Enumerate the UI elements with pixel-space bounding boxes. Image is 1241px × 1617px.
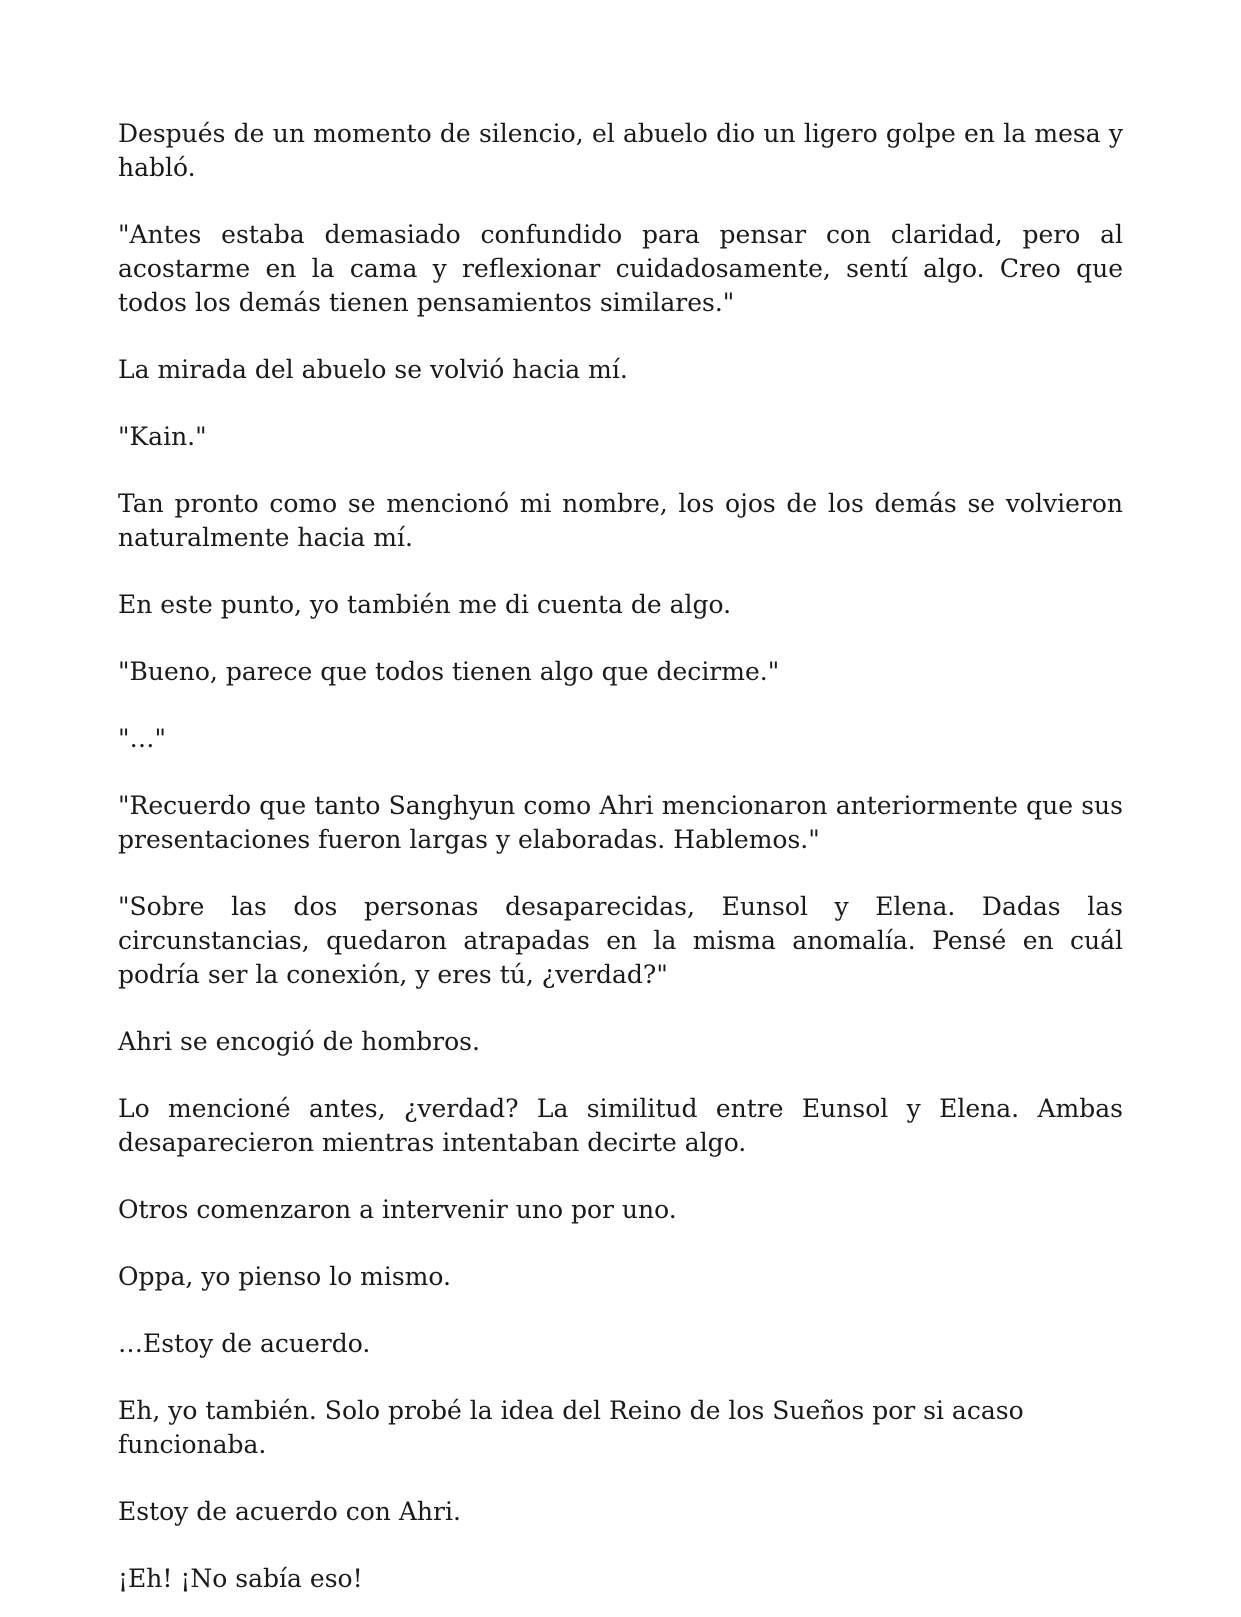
paragraph-18: ¡Eh! ¡No sabía eso! [118,1564,363,1593]
paragraph-5: Tan pronto como se mencionó mi nombre, los ojos de los demás se volvieron naturalmente hacia mí. [118,489,1123,552]
paragraph-9: "Recuerdo que tanto Sanghyun como Ahri mencionaron anteriormente que sus presentaciones fueron largas y elaboradas. Hablemos." [118,791,1123,854]
paragraph-14: Oppa, yo pienso lo mismo. [118,1262,451,1291]
paragraph-3: La mirada del abuelo se volvió hacia mí. [118,355,628,384]
paragraph-6: En este punto, yo también me di cuenta de algo. [118,590,732,619]
paragraph-10: "Sobre las dos personas desaparecidas, Eunsol y Elena. Dadas las circunstancias, quedaron atrapadas en la misma anomalía. Pensé en cuál podría ser la conexión, y eres tú, ¿verdad?" [118,892,1123,989]
paragraph-4: "Kain." [118,422,207,451]
paragraph-7: "Bueno, parece que todos tienen algo que decirme." [118,657,780,686]
paragraph-16: Eh, yo también. Solo probé la idea del Reino de los Sueños por si acaso funcionaba. [118,1396,1024,1459]
paragraph-11: Ahri se encogió de hombros. [118,1027,480,1056]
paragraph-12: Lo mencioné antes, ¿verdad? La similitud entre Eunsol y Elena. Ambas desaparecieron mientras intentaban decirte algo. [118,1094,1123,1157]
document-body [118,117,1123,1596]
paragraph-13: Otros comenzaron a intervenir uno por uno. [118,1195,677,1224]
paragraph-15: …Estoy de acuerdo. [118,1329,371,1358]
paragraph-2: "Antes estaba demasiado confundido para pensar con claridad, pero al acostarme en la cama y reflexionar cuidadosamente, sentí algo. Creo que todos los demás tienen pensamientos similares." [118,220,1123,317]
paragraph-1: Después de un momento de silencio, el abuelo dio un ligero golpe en la mesa y habló. [118,119,1123,182]
paragraph-8: "…" [118,724,166,753]
paragraph-17: Estoy de acuerdo con Ahri. [118,1497,461,1526]
